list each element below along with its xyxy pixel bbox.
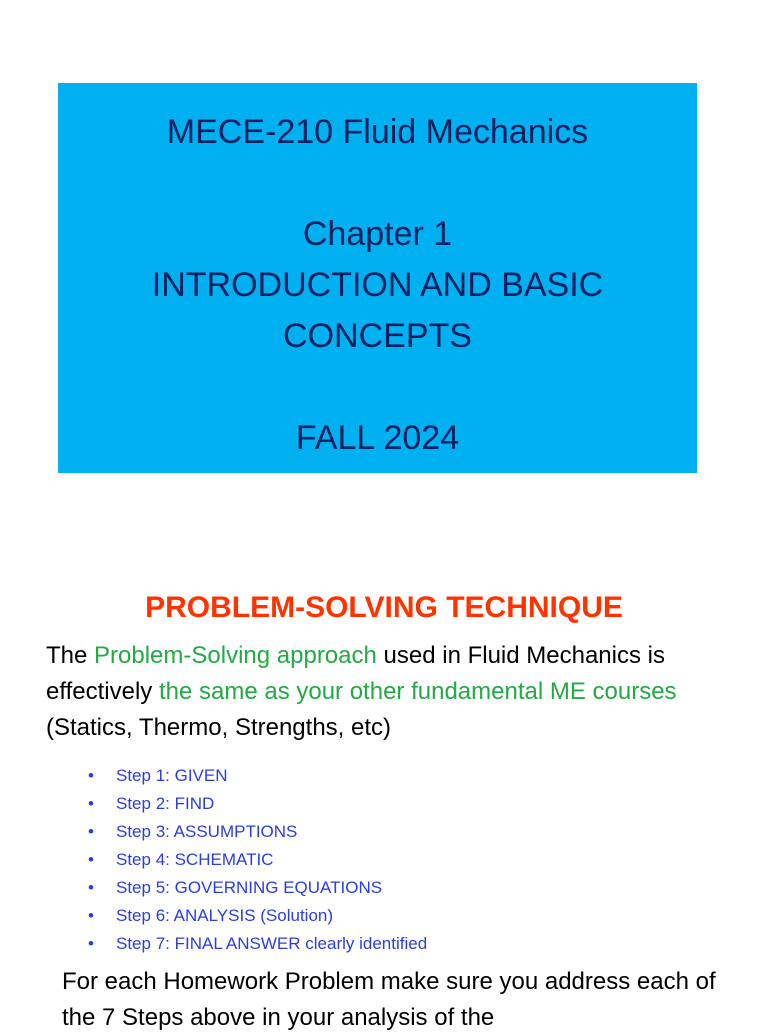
bullet-icon: • [88,934,94,953]
bullet-icon: • [88,850,94,869]
list-item [88,874,427,902]
course-title: MECE-210 Fluid Mechanics [166,113,589,151]
spacer [58,362,697,413]
intro-text: (Statics, Thermo, Strengths, etc) [46,714,392,741]
section-heading: PROBLEM-SOLVING TECHNIQUE [145,591,623,624]
intro-highlight-approach: Problem-Solving approach [94,642,377,669]
intro-paragraph [46,638,746,746]
intro-highlight-same: the same as your other fundamental ME courses [158,678,677,705]
bullet-icon: • [88,878,94,897]
bullet-icon: • [88,906,94,925]
steps-list [88,762,427,958]
step-text: Step 1: GIVEN [116,766,228,785]
list-item [88,846,427,874]
step-text: Step 4: SCHEMATIC [116,850,274,869]
step-text: Step 3: ASSUMPTIONS [116,822,298,841]
list-item [88,762,427,790]
step-text: Step 7: FINAL ANSWER clearly identified [116,934,428,953]
bullet-icon: • [88,822,94,841]
list-item [88,902,427,930]
list-item [88,930,427,958]
spacer [58,158,697,209]
list-item [88,790,427,818]
intro-text: The [46,642,95,669]
intro-text: used in Fluid Mechanics is effectively [46,642,665,705]
bullet-icon: • [88,766,94,785]
step-text: Step 6: ANALYSIS (Solution) [116,906,334,925]
title-slide [58,83,697,473]
step-text: Step 2: FIND [116,794,215,813]
chapter-label: Chapter 1 [302,215,453,253]
topic-line-2: CONCEPTS [283,317,472,355]
topic-line-1: INTRODUCTION AND BASIC [151,266,604,304]
list-item [88,818,427,846]
closing-paragraph: For each Homework Problem make sure you address each of the 7 Steps above in your analysis of the [62,968,716,1031]
term-label: FALL 2024 [295,419,460,457]
bullet-icon: • [88,794,94,813]
step-text: Step 5: GOVERNING EQUATIONS [116,878,383,897]
